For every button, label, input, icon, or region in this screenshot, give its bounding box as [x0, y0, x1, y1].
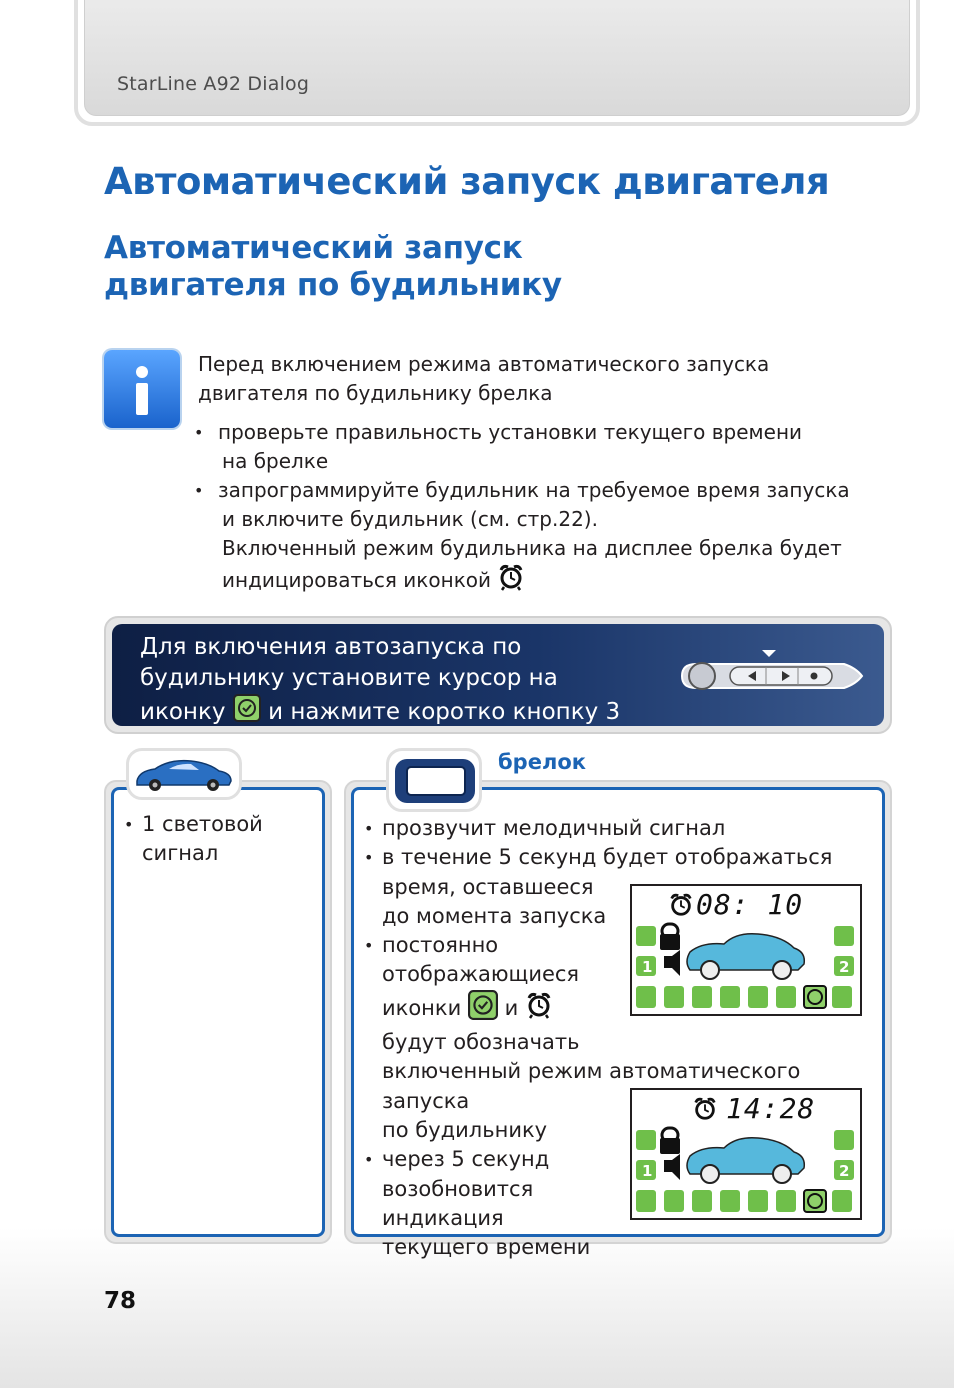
svg-text:2: 2	[839, 958, 850, 976]
header-inner	[84, 0, 910, 116]
instruction-banner-inner	[112, 624, 884, 726]
alarm-clock-icon	[497, 563, 525, 599]
lcd-status-icons	[632, 1126, 860, 1218]
alarm-clock-icon	[525, 991, 553, 1027]
list-item: • проверьте правильность установки текущего времени на брелке	[194, 420, 803, 473]
lcd-status-icons	[632, 922, 860, 1014]
section-title	[104, 230, 562, 304]
list-item: • запрограммируйте будильник на требуемое время запуска и включите будильник (см. стр.22). Включенный режим будильника на дисплее брелка будет индицироваться иконкой	[194, 476, 884, 599]
instruction-text: Для включения автозапуска по будильнику установите курсор на иконку и нажмите коротко кнопку 3	[140, 632, 660, 731]
info-intro	[198, 350, 878, 408]
key-fob-side-icon	[672, 646, 868, 714]
list-item: • 1 световой сигнал	[124, 812, 263, 866]
list-item: • в течение 5 секунд будет отображаться время, оставшееся до момента запуска	[364, 845, 833, 928]
car-panel-list	[122, 810, 322, 869]
alarm-clock-icon	[692, 1096, 718, 1122]
header-tab	[74, 0, 920, 126]
info-icon	[104, 350, 180, 428]
fob-label: брелок	[498, 750, 586, 774]
info-intro-line1: Перед включением режима автоматического запуска	[198, 352, 770, 376]
section-title-line1: Автоматический запуск	[104, 230, 523, 266]
svg-text:2: 2	[839, 1162, 850, 1180]
fob-tab	[386, 748, 482, 812]
instruction-banner	[104, 616, 892, 734]
info-intro-line2: двигателя по будильнику брелка	[198, 381, 553, 405]
page-title: Автоматический запуск двигателя	[104, 160, 830, 203]
section-title-line2: двигателя по будильнику	[104, 267, 562, 303]
lcd-display-current-time	[630, 1088, 862, 1220]
svg-text:1: 1	[642, 958, 653, 976]
car-icon	[129, 751, 239, 797]
info-bullet-list	[194, 418, 884, 599]
alarm-clock-icon	[668, 892, 694, 918]
list-item: • прозвучит мелодичный сигнал	[364, 816, 726, 840]
product-name: StarLine A92 Dialog	[117, 73, 310, 95]
autostart-clock-icon	[233, 694, 261, 731]
list-item: • постоянно отображающиеся иконки и будут обозначать включенный режим автоматического запуска по будильнику	[364, 933, 801, 1142]
autostart-clock-icon	[468, 990, 498, 1028]
lcd-time-text: 08: 10	[696, 888, 804, 921]
svg-text:1: 1	[642, 1162, 653, 1180]
lcd-time-text: 14:28	[726, 1092, 816, 1125]
car-tab	[126, 748, 242, 800]
lcd-display-countdown	[630, 884, 862, 1016]
page-number: 78	[104, 1288, 137, 1314]
list-item: • через 5 секунд возобновится индикация текущего времени	[364, 1147, 591, 1260]
key-fob-icon	[389, 751, 479, 809]
